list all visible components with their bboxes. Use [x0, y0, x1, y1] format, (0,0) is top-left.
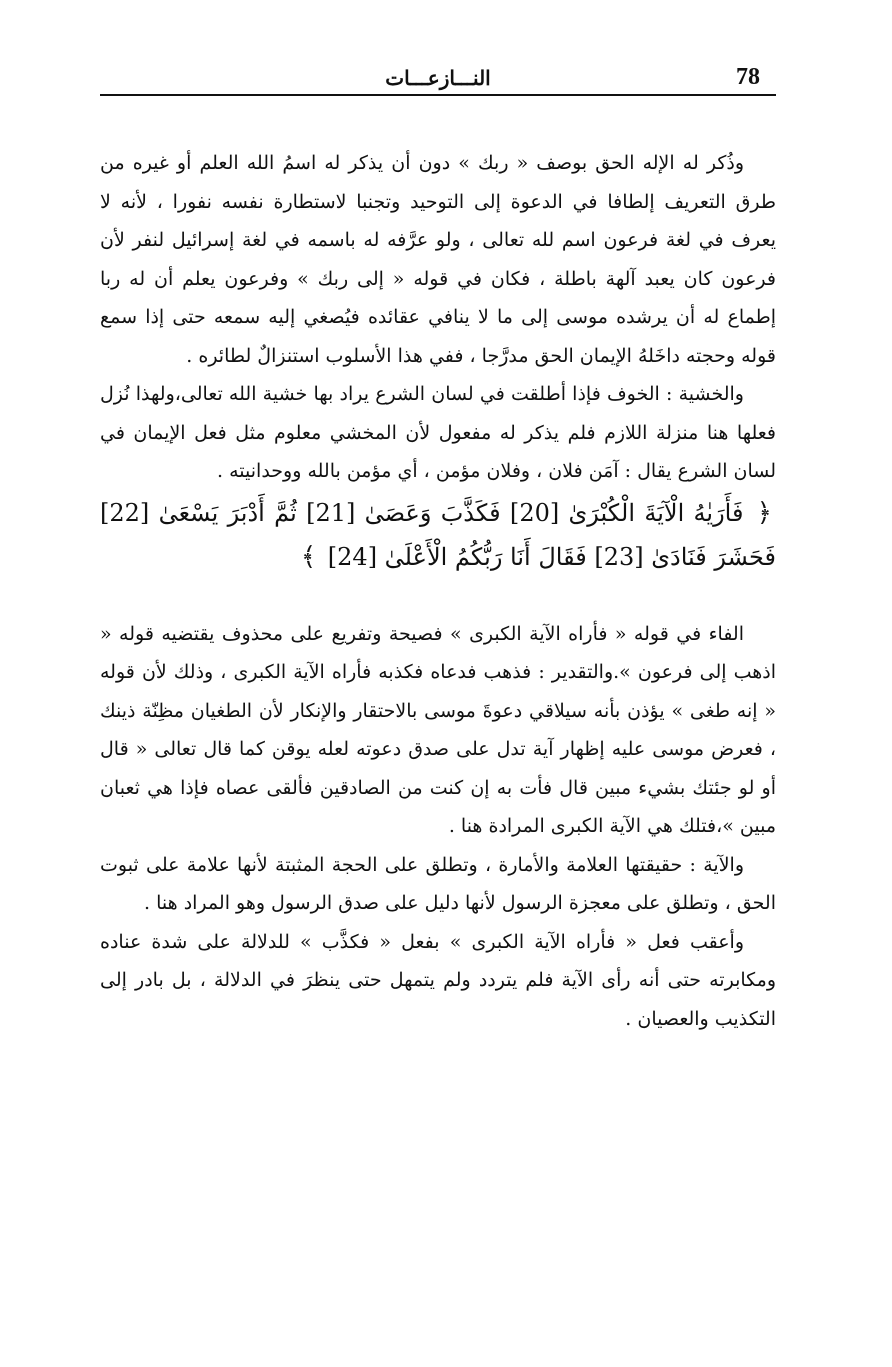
verse-text: فَأَرَيٰهُ الْآيَةَ الْكُبْرَىٰ [20] فَكَذَّبَ وَعَصَىٰ [21] ثُمَّ أَدْبَرَ يَسْعَىٰ [22] فَحَشَرَ فَنَادَىٰ [23] فَقَالَ أَنَا رَبُّكُمُ الْأَعْلَىٰ [24] — [100, 498, 776, 571]
paragraph-rabbuka: وذُكر له الإله الحق بوصف « ربك » دون أن يذكر له اسمُ الله العلم أو غيره من طرق التعريف إلطافا في الدعوة إلى التوحيد وتجنبا لاستطارة نفسه نفورا ، لأنه لا يعرف في لغة فرعون اسم لله تعالى ، ولو عرَّفه له باسمه في لغة إسرائيل لنفر لأن فرعون كان يعبد آلهة باطلة ، فكان في قوله « إلى ربك » وفرعون يعلم أن له ربا إطماع له أن يرشده موسى إلى ما لا ينافي عقائده فيُصغي إليه سمعه حتى إذا سمع قوله وحجته داخَلهُ الإيمان الحق مدرَّجا ، ففي هذا الأسلوب استنزالٌ لطائره . — [100, 152, 776, 367]
paragraph-kadhdhaba: وأعقب فعل « فأراه الآية الكبرى » بفعل « فكذَّب » للدلالة على شدة عناده ومكابرته حتى أنه رأى الآية فلم يتردد ولم يتمهل حتى ينظرَ في الدلالة ، بل بادر إلى التكذيب والعصيان . — [100, 930, 776, 1030]
verse-close-ornament: ﴾ — [300, 541, 317, 572]
paragraph-faa-fasiha: الفاء في قوله « فأراه الآية الكبرى » فصيحة وتفريع على محذوف يقتضيه قوله « اذهب إلى فرعون ».والتقدير : فذهب فدعاه فكذبه فأراه الآية الكبرى ، وذلك لأن قوله « إنه طغى » يؤذن بأنه سيلاقي دعوةَ موسى بالاحتقار والإنكار لأن الطغيان مظِنّة ذينك ، فعرض موسى عليه إظهار آية تدل على صدق دعوته لعله يوقن كما قال تعالى « قال أو لو جئتك بشيء مبين قال فأت به إن كنت من الصادقين فألقى عصاه فإذا هي ثعبان مبين »،فتلك هي الآية الكبرى المرادة هنا . — [100, 622, 776, 837]
running-title: النـــازعـــات — [385, 66, 491, 90]
page-number: 78 — [736, 64, 760, 90]
page-body — [100, 144, 776, 1038]
book-page — [100, 54, 776, 1038]
paragraph-ayah-definition: والآية : حقيقتها العلامة والأمارة ، وتطلق على الحجة المثبتة لأنها علامة على ثبوت الحق ، وتطلق على معجزة الرسول لأنها دليل على صدق الرسول وهو المراد هنا . — [100, 853, 776, 914]
page-header — [100, 54, 776, 96]
paragraph-khashya: والخشية : الخوف فإذا أطلقت في لسان الشرع يراد بها خشية الله تعالى،ولهذا نُزل فعلها هنا منزلة اللازم فلم يذكر له مفعول لأن المخشي معلوم مثل فعل الإيمان في لسان الشرع يقال : آمَن فلان ، وفلان مؤمن ، أي مؤمن بالله ووحدانيته . — [100, 383, 776, 482]
verse-open-ornament: ﴿ — [756, 497, 773, 528]
quran-verse-block — [100, 491, 776, 579]
